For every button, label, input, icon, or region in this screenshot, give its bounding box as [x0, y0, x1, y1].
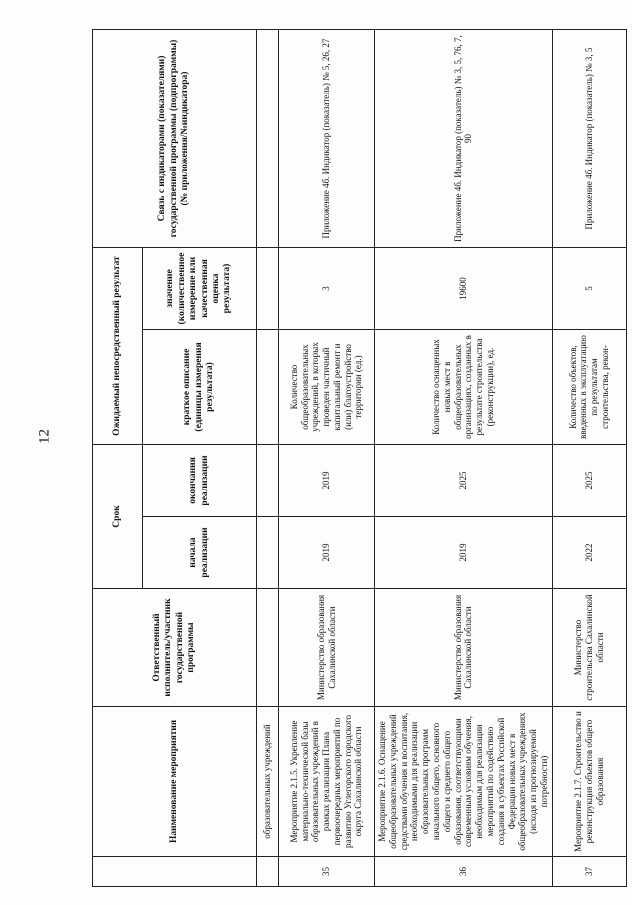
cell-link: Приложение 4б. Индикатор (показатель) № 3, 5, 76, 7, 90	[375, 30, 553, 248]
table-row	[552, 30, 626, 887]
cell-link: Приложение 4б. Индикатор (показатель) № 5, 26, 27	[279, 30, 375, 248]
cell-end: 2019	[279, 445, 375, 517]
cell-empty	[257, 857, 279, 887]
cell-value: 19600	[375, 248, 553, 330]
header-row-1	[93, 30, 143, 887]
cell-desc: Количество общеобразовательных учреждений, в которых проведен частичный капитальный ремонт и (или) благоустройство территории (ед.)	[279, 330, 375, 445]
cell-name: образовательных учреждений	[257, 707, 279, 857]
cell-responsible: Министерство образования Сахалинской области	[375, 589, 553, 707]
cell-start: 2019	[375, 517, 553, 589]
cell-empty	[257, 248, 279, 330]
cell-start: 2022	[552, 517, 626, 589]
cell-empty	[257, 589, 279, 707]
header-term: Срок	[93, 445, 143, 589]
rotated-table-area	[92, 30, 613, 887]
table-rotator	[92, 30, 613, 887]
measures-table	[92, 29, 627, 887]
header-link: Связь с индикаторами (показателями) государственной программы (подпрограммы) (№ приложения/№индикатора)	[93, 30, 257, 248]
cell-name: Мероприятие 2.1.7. Строительство и реконструкция объектов общего образования	[552, 707, 626, 857]
table-row	[279, 30, 375, 887]
header-result-desc: краткое описание (единицы измерения результата)	[143, 330, 257, 445]
cell-desc: Количество оснащенных новых мест в общеобразовательных организациях, созданных в результате строительства (реконструкции), ед.	[375, 330, 553, 445]
header-result: Ожидаемый непосредственный результат	[93, 248, 143, 445]
header-num	[93, 857, 257, 887]
header-term-end: окончания реализации	[143, 445, 257, 517]
cell-num: 35	[279, 857, 375, 887]
cell-empty	[257, 445, 279, 517]
cell-empty	[257, 517, 279, 589]
table-row	[375, 30, 553, 887]
cell-value: 3	[279, 248, 375, 330]
cell-num: 37	[552, 857, 626, 887]
cell-empty	[257, 30, 279, 248]
cell-end: 2025	[552, 445, 626, 517]
cell-start: 2019	[279, 517, 375, 589]
cell-responsible: Министерство строительства Сахалинской области	[552, 589, 626, 707]
cell-value: 5	[552, 248, 626, 330]
table-row-continuation	[257, 30, 279, 887]
header-responsible: Ответственный исполнитель/участник государственной программы	[93, 589, 257, 707]
page-number: 12	[36, 429, 53, 444]
cell-end: 2025	[375, 445, 553, 517]
cell-name: Мероприятие 2.1.5. Укрепление материально-технической базы образовательных учреждений в рамках реализации Плана первоочередных мероприятий по развитию Углегорского городского округа Сахалинской области	[279, 707, 375, 857]
cell-responsible: Министерство образования Сахалинской области	[279, 589, 375, 707]
cell-empty	[257, 330, 279, 445]
header-term-start: начала реализации	[143, 517, 257, 589]
cell-name: Мероприятие 2.1.6. Оснащение общеобразовательных учреждений средствами обучения и воспитания, необходимыми для реализации образовательных программ начального общего, основного общего и среднего общего образования, соответствующими современным условиям обучения, необходимым для реализации мероприятий по содействию создания в субъектах Российской Федерации новых мест в общеобразовательных учреждениях (исходя из прогнозируемой потребности)	[375, 707, 553, 857]
cell-num: 36	[375, 857, 553, 887]
cell-link: Приложение 4б. Индикатор (показатель) № 3, 5	[552, 30, 626, 248]
cell-desc: Количество объектов, введенных в эксплуатацию по результатам строительства, рекон-	[552, 330, 626, 445]
header-result-value: значение (количественное измерение или качественная оценка результата)	[143, 248, 257, 330]
header-name: Наименование мероприятия	[93, 707, 257, 857]
